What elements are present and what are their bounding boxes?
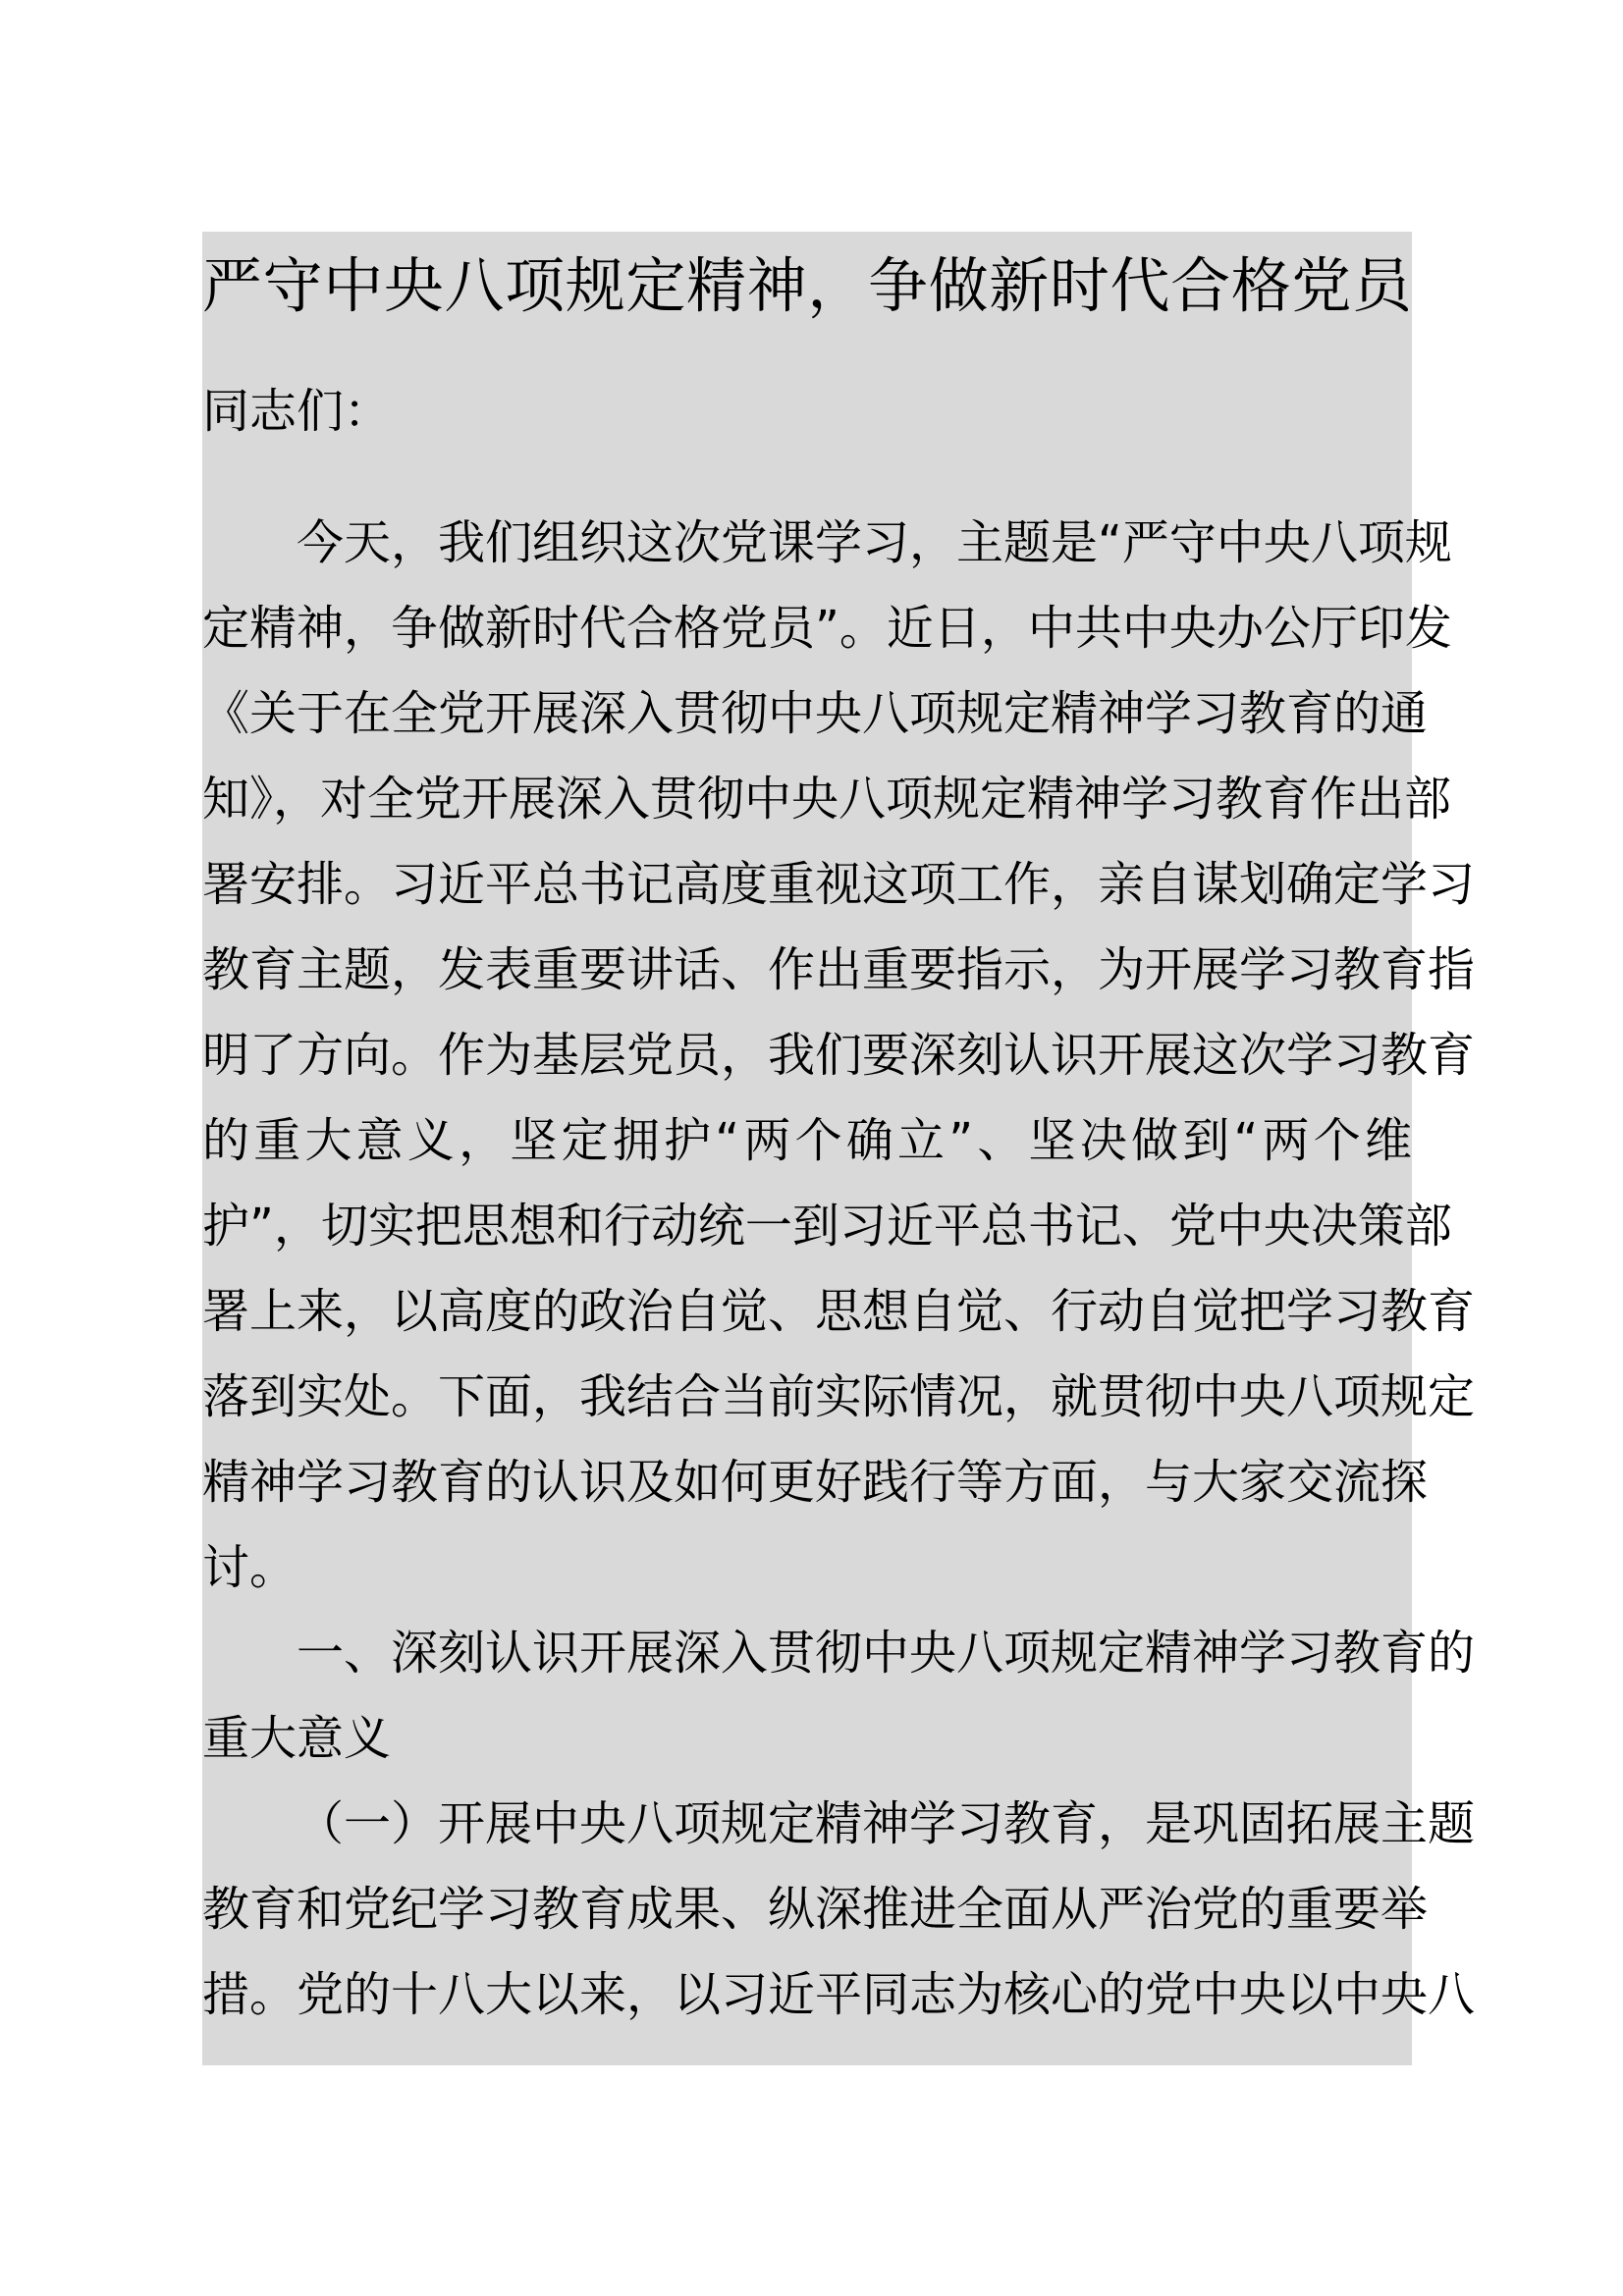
paragraph-line: 明了方向。作为基层党员，我们要深刻认识开展这次学习教育 [202,1028,1476,1083]
paragraph-line: 署上来，以高度的政治自觉、思想自觉、行动自觉把学习教育 [202,1284,1476,1339]
paragraph-line: 定精神，争做新时代合格党员”。近日，中共中央办公厅印发 [202,601,1452,656]
paragraph-line: 重大意义 [202,1711,392,1766]
paragraph-line: 一、深刻认识开展深入贯彻中央八项规定精神学习教育的 [297,1626,1476,1681]
paragraph-line: 知》，对全党开展深入贯彻中央八项规定精神学习教育作出部 [202,772,1452,827]
paragraph-line: 今天，我们组织这次党课学习，主题是“严守中央八项规 [297,515,1452,570]
document-body [202,501,1476,2038]
paragraph-line: 精神学习教育的认识及如何更好践行等方面，与大家交流探 [202,1455,1429,1510]
paragraph-line: 署安排。习近平总书记高度重视这项工作，亲自谋划确定学习 [202,857,1476,912]
document-page [202,0,1476,2296]
paragraph-line: 教育和党纪学习教育成果、纵深推进全面从严治党的重要举 [202,1882,1429,1937]
paragraph-line: 落到实处。下面，我结合当前实际情况，就贯彻中央八项规定 [202,1369,1476,1424]
paragraph-line: （一）开展中央八项规定精神学习教育，是巩固拓展主题 [297,1796,1476,1851]
salutation: 同志们： [202,384,392,439]
paragraph-line: 措。党的十八大以来，以习近平同志为核心的党中央以中央八 [202,1967,1476,2022]
paragraph-line: 《关于在全党开展深入贯彻中央八项规定精神学习教育的通 [202,686,1429,741]
paragraph-line: 的重大意义，坚定拥护“两个确立”、坚决做到“两个维 [202,1113,1412,1168]
paragraph-line: 护”，切实把思想和行动统一到习近平总书记、党中央决策部 [202,1199,1452,1254]
paragraph-line: 讨。 [202,1540,298,1595]
document-title: 严守中央八项规定精神，争做新时代合格党员 [202,251,1412,321]
paragraph-line: 教育主题，发表重要讲话、作出重要指示，为开展学习教育指 [202,942,1476,997]
